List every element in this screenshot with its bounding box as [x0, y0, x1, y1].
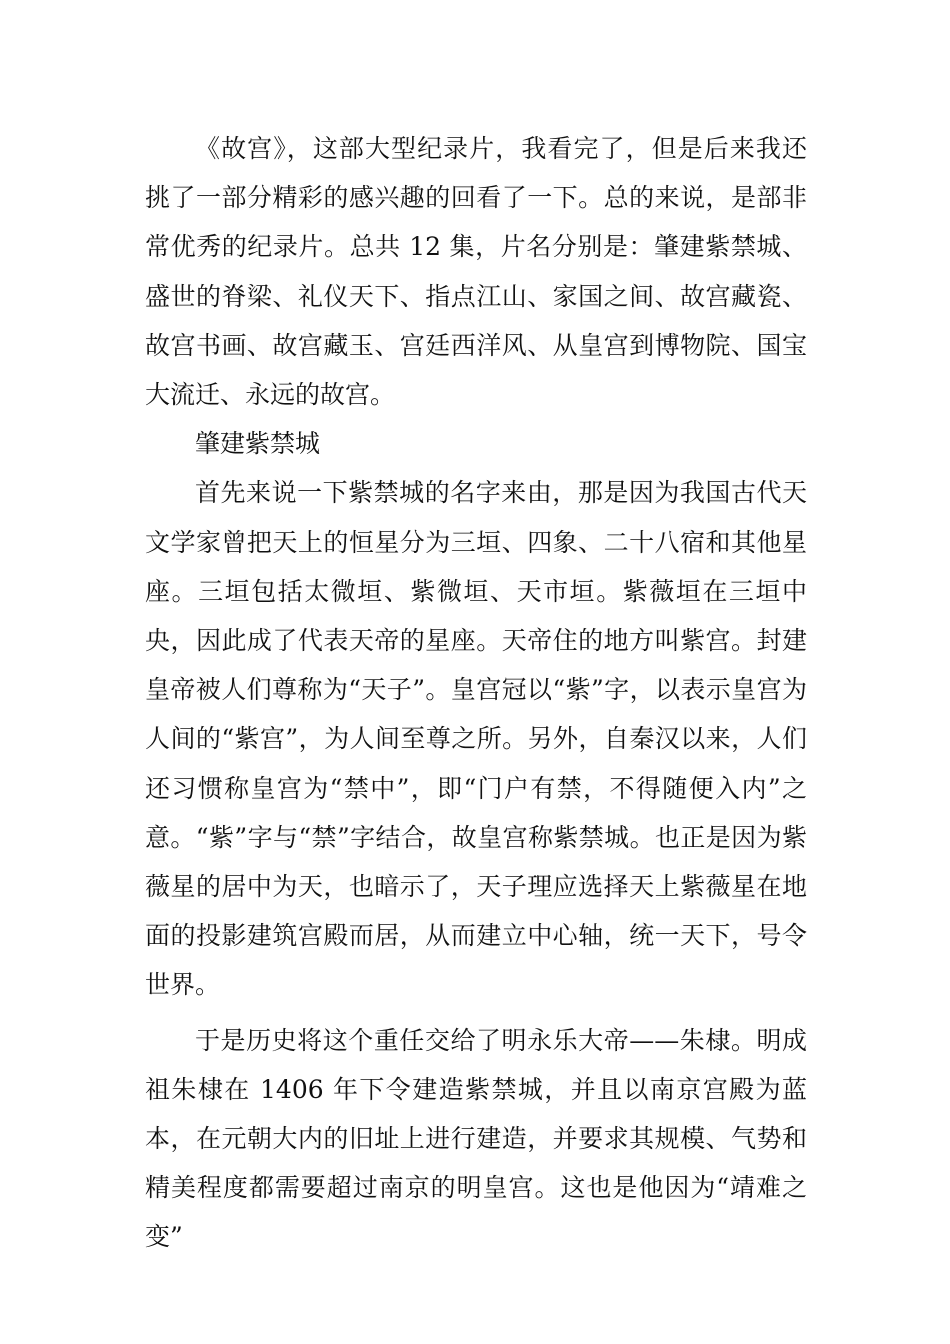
- name-origin-paragraph: 首先来说一下紫禁城的名字来由，那是因为我国古代天文学家曾把天上的恒星分为三垣、四象、二十八宿和其他星座。三垣包括太微垣、紫微垣、天市垣。紫薇垣在三垣中央，因此成了代表天帝的星座。天帝住的地方叫紫宫。封建皇帝被人们尊称为“天子”。皇宫冠以“紫”字，以表示皇宫为人间的“紫宫”，为人间至尊之所。另外，自秦汉以来，人们还习惯称皇宫为“禁中”，即“门户有禁，不得随便入内”之意。“紫”字与“禁”字结合，故皇宫称紫禁城。也正是因为紫薇星的居中为天，也暗示了，天子理应选择天上紫薇星在地面的投影建筑宫殿而居，从而建立中心轴，统一天下，号令世界。: [145, 478, 807, 1000]
- section-heading: 肇建紫禁城: [195, 429, 321, 459]
- construction-paragraph: 于是历史将这个重任交给了明永乐大帝——朱棣。明成祖朱棣在 1406 年下令建造紫禁城，并且以南京宫殿为蓝本，在元朝大内的旧址上进行建造，并要求其规模、气势和精美程度都需要超过南京的明皇宫。这也是他因为“靖难之变”: [145, 1025, 807, 1252]
- intro-paragraph: 《故宫》，这部大型纪录片，我看完了，但是后来我还挑了一部分精彩的感兴趣的回看了一下。总的来说，是部非常优秀的纪录片。总共 12 集，片名分别是：肇建紫禁城、盛世的脊梁、礼仪天下、指点江山、家国之间、故宫藏瓷、故宫书画、故宫藏玉、宫廷西洋风、从皇宫到博物院、国宝大流迁、永远的故宫。: [145, 134, 807, 410]
- document-body: [145, 124, 807, 1262]
